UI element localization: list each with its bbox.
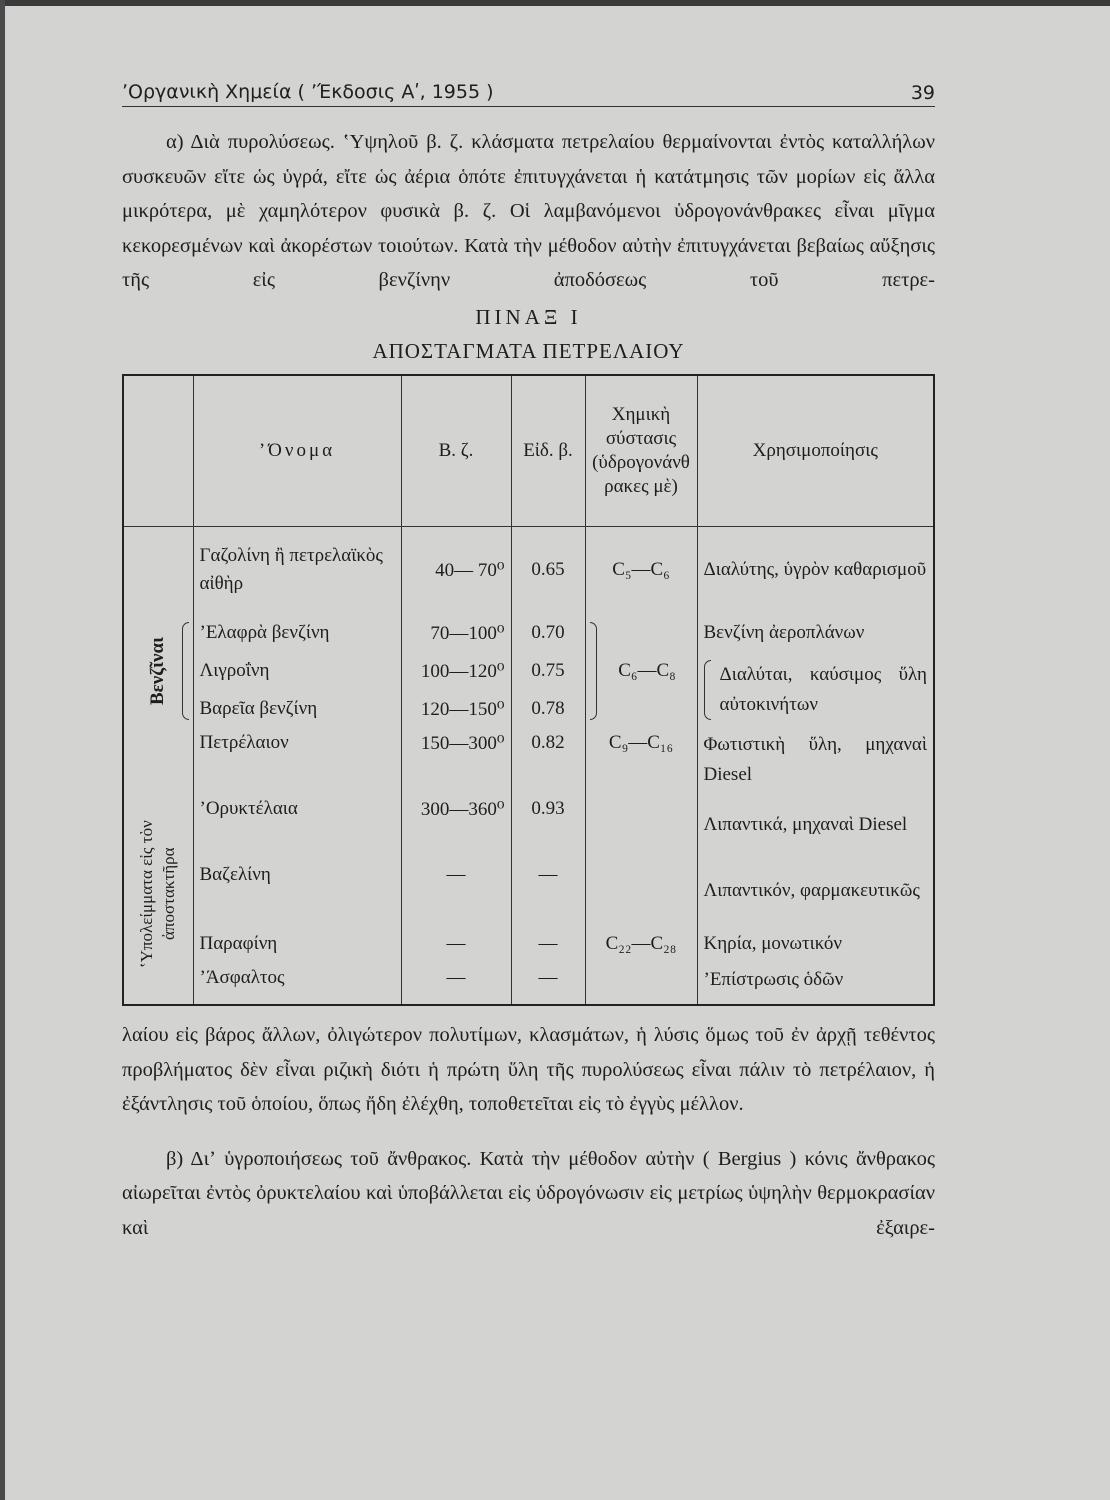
cell-use: Φωτιστικὴ ὕλη, μηχαναὶ Diesel: [697, 728, 934, 792]
paragraph-pyrolysis-continued: λαίου εἰς βάρος ἄλλων, ὀλιγώτερον πολυτίμων, κλασμάτων, ἡ λύσις ὅμως τοῦ ἐν ἀρχῇ τεθέντος προβλήματος δὲν εἶναι ριζικὴ διότι ἡ πρώτη ὕλη τῆς πυρολύσεως εἶναι πάλιν τὸ πετρέλαιον, ἡ ἐξάντλησις τοῦ ὁποίου, ὅπως ἤδη ἐλέχθη, τοποθετεῖται εἰς τὸ ἐγγὺς μέλλον.: [122, 1024, 935, 1115]
table-row: [123, 526, 934, 614]
cell-bp: 120—150⁰: [401, 690, 511, 728]
table-row: [123, 858, 934, 924]
cell-name: Γαζολίνη ἢ πετρελαϊκὸς αἰθὴρ: [193, 526, 401, 614]
table-row: [123, 652, 934, 690]
cell-use: Κηρία, μονωτικόν: [697, 925, 934, 963]
cell-bp: 150—300⁰: [401, 728, 511, 792]
cell-bp: 300—360⁰: [401, 792, 511, 858]
group-label: ʽΥπολείμματα εἰς τὸν ἀποστακτῆρα: [137, 820, 179, 968]
cell-name: Παραφίνη: [193, 925, 401, 963]
cell-bp: 40— 70⁰: [401, 526, 511, 614]
cell-name: Πετρέλαιον: [193, 728, 401, 792]
group-residues: [123, 792, 193, 1005]
cell-name: ʼΕλαφρὰ βενζίνη: [193, 614, 401, 652]
cell-sg: 0.93: [511, 792, 585, 858]
cell-use: Λιπαντικόν, φαρμακευτικῶς: [697, 858, 934, 924]
group-gasolines: [123, 614, 193, 728]
header-bp: Β. ζ.: [401, 375, 511, 527]
brace-icon: [182, 622, 189, 720]
cell-use: ʼΕπίστρωσις ὁδῶν: [697, 963, 934, 1005]
cell-composition: C₂₂—C₂₈: [585, 925, 697, 963]
cell-bp: —: [401, 963, 511, 1005]
brace-icon: [704, 660, 711, 720]
table-row: [123, 925, 934, 963]
group-label: Βενζῖναι: [147, 637, 169, 706]
cell-sg: —: [511, 925, 585, 963]
cell-sg: 0.82: [511, 728, 585, 792]
table-row: [123, 728, 934, 792]
brace-icon: [590, 622, 597, 720]
cell-composition: C₆—C₈: [585, 614, 697, 728]
table-title: ΑΠΟΣΤΑΓΜΑΤΑ ΠΕΤΡΕΛΑΙΟΥ: [372, 338, 685, 363]
cell-sg: —: [511, 963, 585, 1005]
table-row: [123, 792, 934, 858]
header-name: ʼΌνομα: [193, 375, 401, 527]
cell-name: ʼΆσφαλτος: [193, 963, 401, 1005]
page-number: 39: [910, 82, 935, 104]
cell-sg: 0.78: [511, 690, 585, 728]
page-content: [122, 0, 935, 1265]
scan-edge: [0, 0, 5, 1500]
cell-sg: —: [511, 858, 585, 924]
cell-use: Διαλύτης, ὑγρὸν καθαρισμοῦ: [697, 526, 934, 614]
cell-sg: 0.70: [511, 614, 585, 652]
cell-name: Βαρεῖα βενζίνη: [193, 690, 401, 728]
distillates-table: [122, 374, 935, 1007]
cell-bp: 70—100⁰: [401, 614, 511, 652]
header-sg: Εἰδ. β.: [511, 375, 585, 527]
table-row: [123, 963, 934, 1005]
cell-bp: —: [401, 925, 511, 963]
cell-use: Διαλύται, καύσιμος ὕλη αὐτοκινήτων: [697, 652, 934, 728]
group-header: [123, 375, 193, 527]
cell-bp: 100—120⁰: [401, 652, 511, 690]
cell-composition: C₉—C₁₆: [585, 728, 697, 792]
cell-bp: —: [401, 858, 511, 924]
cell-composition: [585, 963, 697, 1005]
cell-use: Βενζίνη ἀεροπλάνων: [697, 614, 934, 652]
table-row: [123, 614, 934, 652]
paragraph-pyrolysis: α) Διὰ πυρολύσεως. ʽΥψηλοῦ β. ζ. κλάσματα πετρελαίου θερμαίνονται ἐντὸς καταλλήλων συσκευῶν εἴτε ὡς ὑγρά, εἴτε ὡς ἀέρια ὁπότε ἐπιτυγχάνεται ἡ κατάτμησις τῶν μορίων εἰς ἄλλα μικρότερα, μὲ χαμηλότερον φυσικὰ β. ζ. Οἱ λαμβανόμενοι ὑδρογονάνθρακες εἶναι μῖγμα κεκορεσμένων καὶ ἀκορέστων τοιούτων. Κατὰ τὴν μέθοδον αὐτὴν ἐπιτυγχάνεται βεβαίως αὔξησις τῆς εἰς βενζίνην ἀποδόσεως τοῦ πετρε-: [122, 131, 935, 291]
header-composition: Χημικὴ σύστασις (ὑδρογονάνθρακες μὲ): [585, 375, 697, 527]
cell-sg: 0.75: [511, 652, 585, 690]
table-number: ΠΙΝΑΞ Ι: [475, 304, 582, 329]
cell-use: Λιπαντικά, μηχαναὶ Diesel: [697, 792, 934, 858]
book-title: ʼΟργανικὴ Χημεία ( ʼΈκδοσις Αʹ, 1955 ): [122, 81, 494, 103]
cell-name: ʼΟρυκτέλαια: [193, 792, 401, 858]
paragraph-coal-hydrogenation: β) Διʼ ὑγροποιήσεως τοῦ ἄνθρακος. Κατὰ τὴν μέθοδον αὐτὴν ( Bergius ) κόνις ἄνθρακος αἰωρεῖται ἐντὸς ὀρυκτελαίου καὶ ὑποβάλλεται εἰς ὑδρογόνωσιν εἰς μετρίως ὑψηλὴν θερμοκρασίαν καὶ ἐξαιρε-: [122, 1147, 935, 1239]
cell-name: Βαζελίνη: [193, 858, 401, 924]
cell-composition: [585, 858, 697, 924]
header-use: Χρησιμοποίησις: [697, 375, 934, 527]
running-header: [122, 76, 935, 107]
table-header-row: [123, 375, 934, 527]
cell-sg: 0.65: [511, 526, 585, 614]
cell-composition: C₅—C₆: [585, 526, 697, 614]
cell-composition: [585, 792, 697, 858]
cell-name: Λιγροΐνη: [193, 652, 401, 690]
